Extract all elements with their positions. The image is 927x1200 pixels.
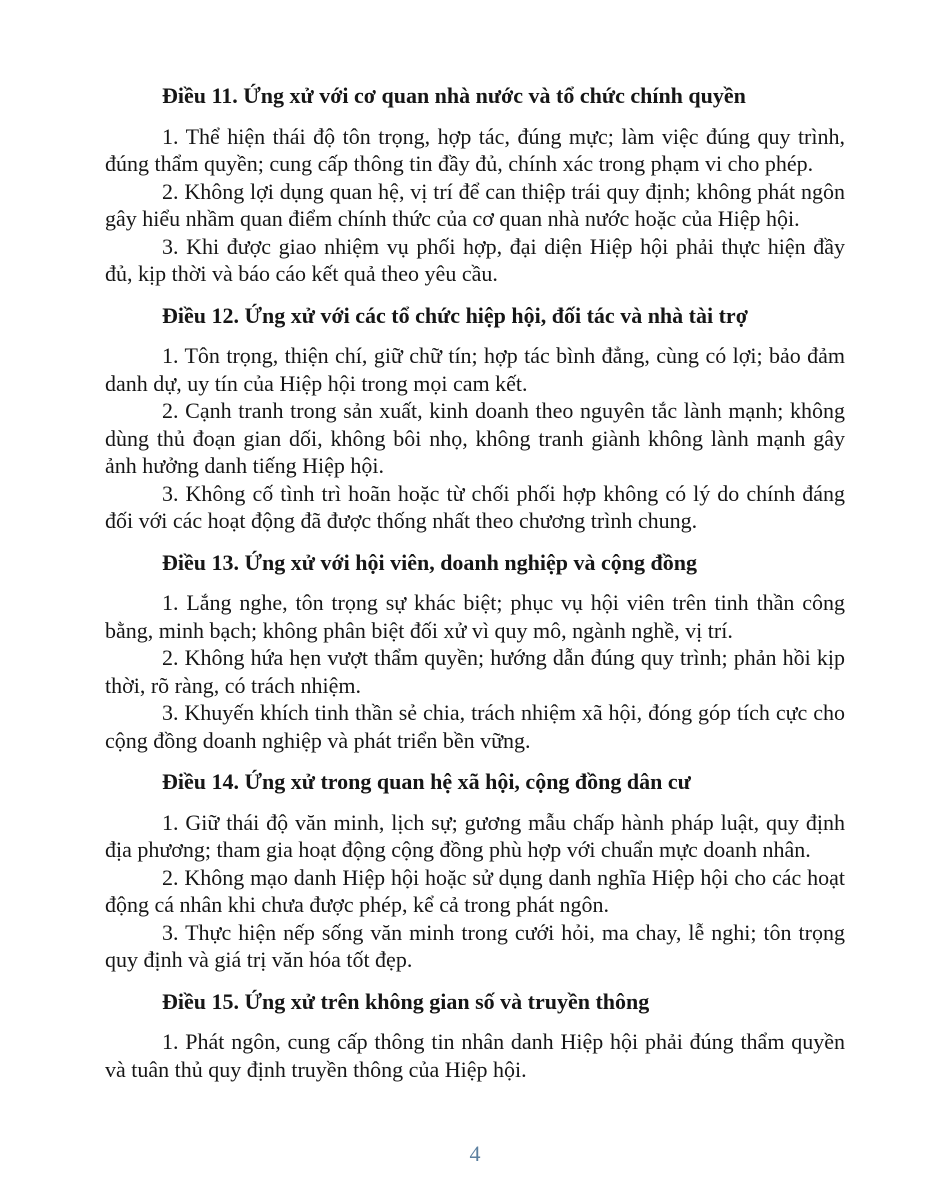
- body-paragraph: 2. Không mạo danh Hiệp hội hoặc sử dụng danh nghĩa Hiệp hội cho các hoạt động cá nhân khi chưa được phép, kể cả trong phát ngôn.: [105, 864, 845, 917]
- body-paragraph: 2. Không hứa hẹn vượt thẩm quyền; hướng dẫn đúng quy trình; phản hồi kịp thời, rõ ràng, có trách nhiệm.: [105, 645, 845, 698]
- section-heading: Điều 12. Ứng xử với các tổ chức hiệp hội, đối tác và nhà tài trợ: [162, 302, 748, 328]
- body-paragraph: 3. Thực hiện nếp sống văn minh trong cưới hỏi, ma chay, lễ nghi; tôn trọng quy định và giá trị văn hóa tốt đẹp.: [105, 919, 845, 972]
- section-heading: Điều 11. Ứng xử với cơ quan nhà nước và tổ chức chính quyền: [162, 83, 746, 108]
- body-paragraph: 1. Lắng nghe, tôn trọng sự khác biệt; phục vụ hội viên trên tinh thần công bằng, minh bạch; không phân biệt đối xử vì quy mô, ngành nghề, vị trí.: [105, 590, 845, 643]
- body-paragraph: 1. Thể hiện thái độ tôn trọng, hợp tác, đúng mực; làm việc đúng quy trình, đúng thẩm quyền; cung cấp thông tin đầy đủ, chính xác trong phạm vi cho phép.: [105, 123, 845, 176]
- document-content: [105, 68, 845, 1083]
- body-paragraph: 1. Phát ngôn, cung cấp thông tin nhân danh Hiệp hội phải đúng thẩm quyền và tuân thủ quy định truyền thông của Hiệp hội.: [105, 1029, 845, 1082]
- body-paragraph: 1. Giữ thái độ văn minh, lịch sự; gương mẫu chấp hành pháp luật, quy định địa phương; tham gia hoạt động cộng đồng phù hợp với chuẩn mực doanh nhân.: [105, 809, 845, 862]
- body-paragraph: 3. Khi được giao nhiệm vụ phối hợp, đại diện Hiệp hội phải thực hiện đầy đủ, kịp thời và báo cáo kết quả theo yêu cầu.: [105, 233, 845, 286]
- body-paragraph: 3. Khuyến khích tinh thần sẻ chia, trách nhiệm xã hội, đóng góp tích cực cho cộng đồng doanh nghiệp và phát triển bền vững.: [105, 700, 845, 753]
- section-heading: Điều 14. Ứng xử trong quan hệ xã hội, cộng đồng dân cư: [162, 769, 691, 794]
- body-paragraph: 1. Tôn trọng, thiện chí, giữ chữ tín; hợp tác bình đẳng, cùng có lợi; bảo đảm danh dự, uy tín của Hiệp hội trong mọi cam kết.: [105, 343, 845, 396]
- body-paragraph: 3. Không cố tình trì hoãn hoặc từ chối phối hợp không có lý do chính đáng đối với các hoạt động đã được thống nhất theo chương trình chung.: [105, 480, 845, 533]
- section-heading: Điều 15. Ứng xử trên không gian số và truyền thông: [162, 988, 650, 1014]
- body-paragraph: 2. Cạnh tranh trong sản xuất, kinh doanh theo nguyên tắc lành mạnh; không dùng thủ đoạn gian dối, không bôi nhọ, không tranh giành không lành mạnh gây ảnh hưởng danh tiếng Hiệp hội.: [105, 398, 845, 478]
- body-paragraph: 2. Không lợi dụng quan hệ, vị trí để can thiệp trái quy định; không phát ngôn gây hiểu nhầm quan điểm chính thức của cơ quan nhà nước hoặc của Hiệp hội.: [105, 178, 845, 231]
- section-heading: Điều 13. Ứng xử với hội viên, doanh nghiệp và cộng đồng: [162, 549, 697, 575]
- page-number: 4: [469, 1141, 481, 1166]
